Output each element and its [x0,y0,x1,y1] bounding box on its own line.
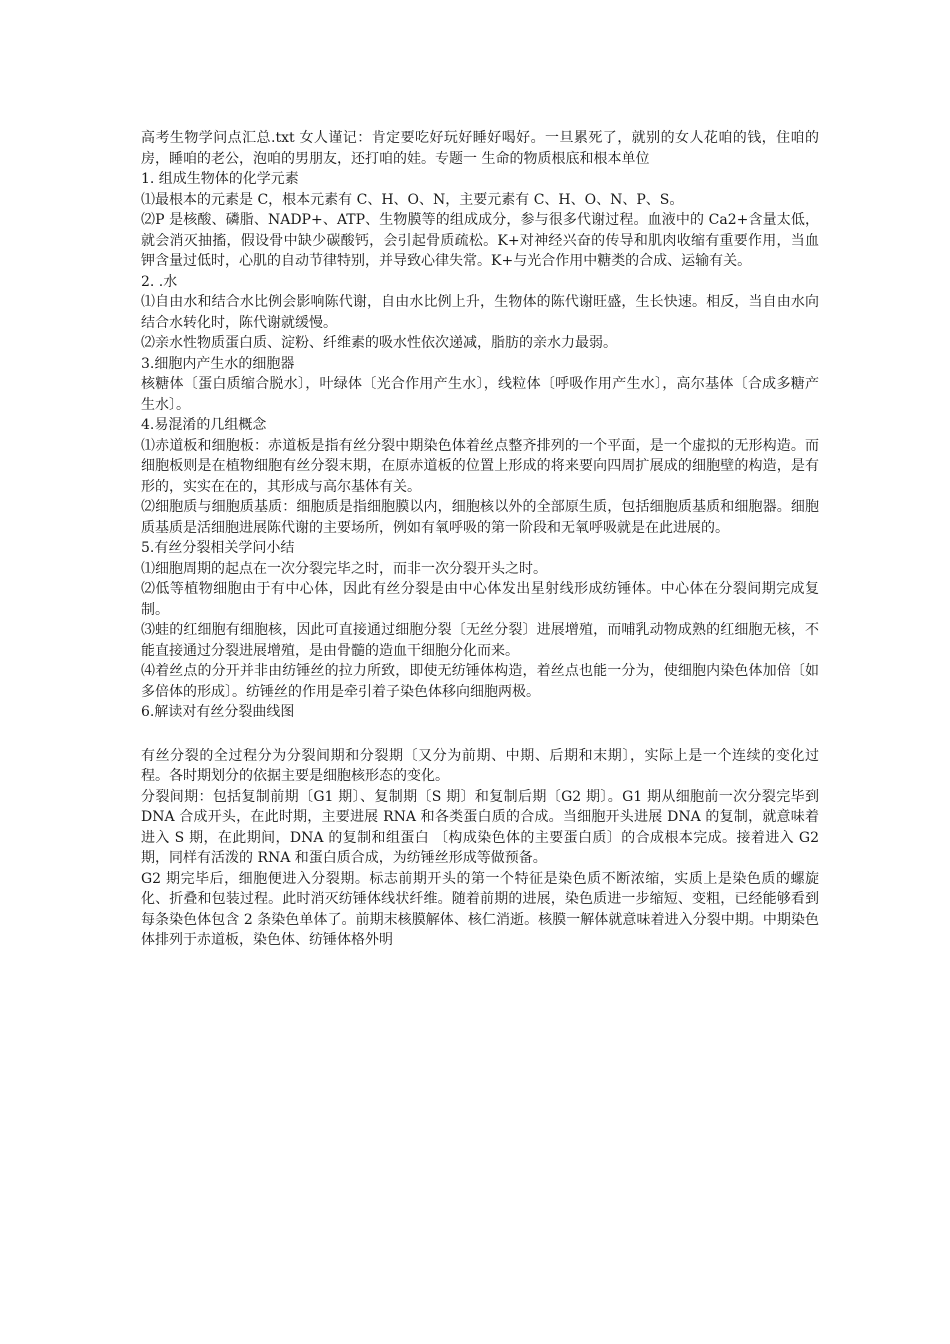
paragraph: ⑴最根本的元素是 C，根本元素有 C、H、O、N，主要元素有 C、H、O、N、P、S。 [141,191,684,208]
paragraph: 核糖体〔蛋白质缩合脱水〕，叶绿体〔光合作用产生水〕，线粒体〔呼吸作用产生水〕，高尔基体〔合成多糖产生水〕。 [141,376,819,413]
paragraph: ⑵细胞质与细胞质基质：细胞质是指细胞膜以内，细胞核以外的全部原生质，包括细胞质基质和细胞器。细胞质基质是活细胞进展陈代谢的主要场所，例如有氧呼吸的第一阶段和无氧呼吸就是在此进展的。 [141,499,819,536]
paragraph: ⑷着丝点的分开并非由纺锤丝的拉力所致，即使无纺锤体构造，着丝点也能一分为，使细胞内染色体加倍〔如多倍体的形成〕。纺锤丝的作用是牵引着子染色体移向细胞两极。 [141,663,819,700]
paragraph: ⑵低等植物细胞由于有中心体，因此有丝分裂是由中心体发出星射线形成纺锤体。中心体在分裂间期完成复制。 [141,581,819,618]
section-heading-4: 4.易混淆的几组概念 [141,417,267,433]
paragraph: ⑴自由水和结合水比例会影响陈代谢，自由水比例上升，生物体的陈代谢旺盛，生长快速。相反，当自由水向结合水转化时，陈代谢就缓慢。 [141,294,819,331]
section-heading-5: 5.有丝分裂相关学问小结 [141,540,295,556]
section-heading-1: 1. 组成生物体的化学元素 [141,171,299,187]
paragraph: G2 期完毕后，细胞便进入分裂期。标志前期开头的第一个特征是染色质不断浓缩，实质上是染色质的螺旋化、折叠和包装过程。此时消灭纺锤体线状纤维。随着前期的进展，染色质进一步缩短、变粗，已经能够看到每条染色体包含 2 条染色单体了。前期末核膜解体、核仁消逝。核膜一解体就意味着进入分裂中期。中期染色体排列于赤道板，染色体、纺锤体格外明 [141,870,819,948]
blank-gap [141,723,819,746]
document-body [141,128,819,951]
section-heading-6: 6.解读对有丝分裂曲线图 [141,704,295,720]
paragraph: 分裂间期：包括复制前期〔G1 期〕、复制期〔S 期〕和复制后期〔G2 期〕。G1 期从细胞前一次分裂完毕到 DNA 合成开头，在此时期，主要进展 RNA 和各类蛋白质的合成。当细胞开头进展 DNA 的复制，就意味着进入 S 期，在此期间，DNA 的复制和组蛋白 〔构成染色体的主要蛋白质〕的合成根本完成。接着进入 G2 期，同样有活泼的 RNA 和蛋白质合成，为纺锤丝形成等做预备。 [141,788,819,866]
paragraph: ⑴赤道板和细胞板：赤道板是指有丝分裂中期染色体着丝点整齐排列的一个平面，是一个虚拟的无形构造。而细胞板则是在植物细胞有丝分裂末期，在原赤道板的位置上形成的将来要向四周扩展成的细胞壁的构造，是有形的，实实在在的，其形成与高尔基体有关。 [141,437,819,495]
section-heading-2: 2. .水 [141,273,178,290]
paragraph: ⑵亲水性物质蛋白质、淀粉、纤维素的吸水性依次递减，脂肪的亲水力最弱。 [141,335,617,351]
paragraph: ⑶蛙的红细胞有细胞核，因此可直接通过细胞分裂〔无丝分裂〕进展增殖，而哺乳动物成熟的红细胞无核，不能直接通过分裂进展增殖，是由骨髓的造血干细胞分化而来。 [141,622,819,659]
section-heading-3: 3.细胞内产生水的细胞器 [141,355,295,372]
intro-paragraph: 高考生物学问点汇总.txt 女人谨记：肯定要吃好玩好睡好喝好。一旦累死了，就别的女人花咱的钱，住咱的 房，睡咱的老公，泡咱的男朋友，还打咱的娃。专题一 生命的物质根底和根本单位 [141,130,819,167]
paragraph: ⑵P 是核酸、磷脂、NADP+、ATP、生物膜等的组成成分，参与很多代谢过程。血液中的 Ca2+含量太低，就会消灭抽搐，假设骨中缺少碳酸钙，会引起骨质疏松。K+对神经兴奋的传导和肌肉收缩有重要作用，当血钾含量过低时，心肌的自动节律特别，并导致心律失常。K+与光合作用中糖类的合成、运输有关。 [141,212,819,269]
paragraph: ⑴细胞周期的起点在一次分裂完毕之时，而非一次分裂开头之时。 [141,560,547,577]
paragraph: 有丝分裂的全过程分为分裂间期和分裂期〔又分为前期、中期、后期和末期〕，实际上是一个连续的变化过程。各时期划分的依据主要是细胞核形态的变化。 [141,747,819,784]
